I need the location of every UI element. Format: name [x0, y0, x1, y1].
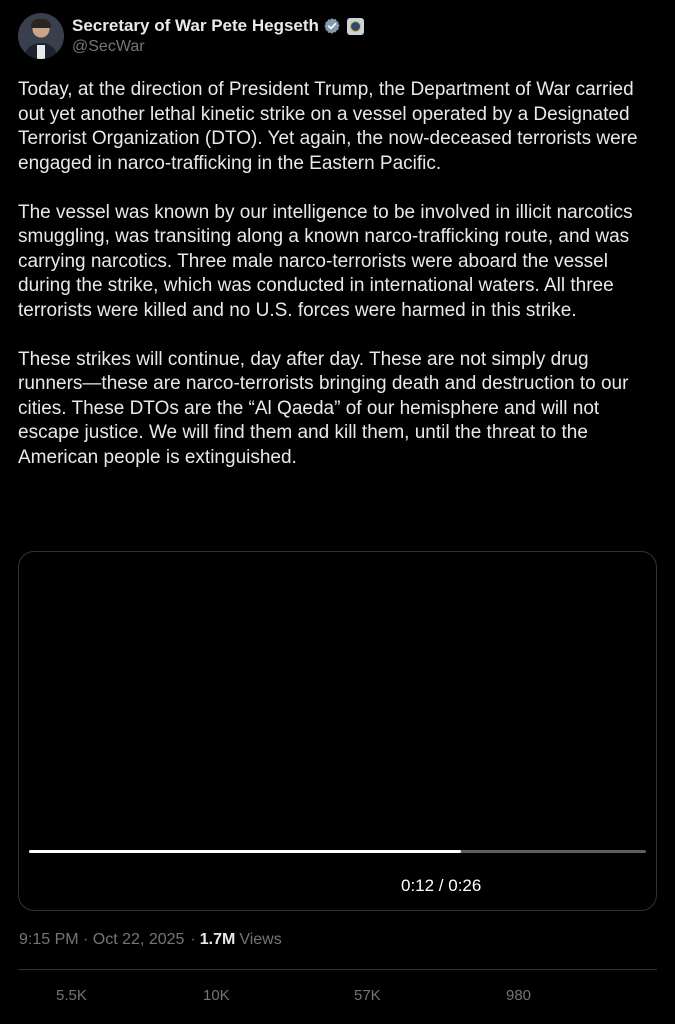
- reply-count: 5.5K: [56, 986, 87, 1004]
- author-handle[interactable]: @SecWar: [72, 38, 145, 55]
- name-row: [72, 16, 364, 36]
- video-time-readout: 0:12 / 0:26: [401, 876, 482, 895]
- avatar[interactable]: [18, 13, 64, 59]
- tweet-timestamp[interactable]: 9:15 PM · Oct 22, 2025: [19, 931, 185, 948]
- tweet-paragraph: The vessel was known by our intelligence to be involved in illicit narcotics smuggling, was transiting along a known narco-trafficking route, and was carrying narcotics. Three male narco-terrorists were aboard the vessel during the strike, which was conducted in international waters. All three terrorists were killed and no U.S. forces were harmed in this strike.: [18, 201, 633, 321]
- tweet-paragraph: These strikes will continue, day after day. These are not simply drug runners—these are narco-terrorists bringing death and destruction to our cities. These DTOs are the “Al Qaeda” of our hemisphere and will not escape justice. We will find them and kill them, until the threat to the American people is extinguished.: [18, 348, 629, 468]
- verified-badge-icon[interactable]: [323, 17, 341, 35]
- dod-seal-icon[interactable]: [347, 18, 364, 35]
- tweet-actions: [18, 985, 657, 1009]
- tweet-meta: [19, 931, 282, 949]
- divider: [18, 969, 657, 970]
- author-info: [72, 16, 364, 56]
- bookmark-button[interactable]: [480, 985, 531, 1005]
- bookmark-count: 980: [506, 986, 532, 1004]
- tweet-paragraph: Today, at the direction of President Trump, the Department of War carried out yet another lethal kinetic strike on a vessel operated by a Designated Terrorist Organization (DTO). Yet again, the now-deceased terrorists were engaged in narco-trafficking in the Eastern Pacific.: [18, 79, 638, 174]
- author-display-name[interactable]: Secretary of War Pete Hegseth: [72, 16, 319, 35]
- reply-button[interactable]: [30, 985, 87, 1005]
- reply-icon: [30, 985, 50, 1005]
- video-player[interactable]: [18, 551, 657, 911]
- like-button[interactable]: [328, 985, 381, 1005]
- like-count: 57K: [354, 986, 381, 1004]
- bookmark-icon: [480, 985, 500, 1005]
- video-progress-bar[interactable]: [29, 850, 646, 853]
- views-count: 1.7M: [199, 931, 236, 948]
- video-progress-fill: [29, 850, 461, 853]
- views-label: Views: [239, 931, 282, 948]
- tweet-text: [18, 78, 658, 495]
- repost-button[interactable]: [177, 985, 230, 1005]
- repost-icon: [177, 985, 197, 1005]
- meta-separator: ·: [190, 931, 196, 948]
- repost-count: 10K: [203, 986, 230, 1004]
- like-icon: [328, 985, 348, 1005]
- tweet-header: [18, 12, 364, 60]
